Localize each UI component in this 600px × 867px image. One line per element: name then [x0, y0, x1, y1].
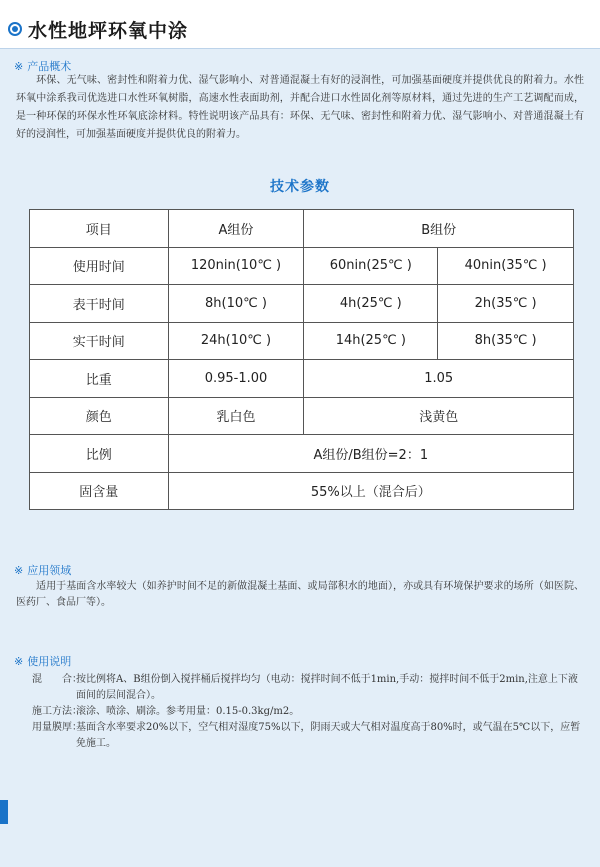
- cell-span: A组份/B组份=2：1: [168, 435, 573, 473]
- overview-heading: ※ 产品概术: [14, 60, 72, 73]
- header-cell-a: A组份: [168, 210, 304, 248]
- reference-mark-icon: ※: [14, 564, 24, 577]
- row-label: 使用时间: [30, 247, 169, 285]
- usage-text: [16, 672, 586, 752]
- usage-label: 用量膜厚：: [32, 722, 82, 733]
- cell-b: 浅黄色: [304, 397, 574, 435]
- cell-a: 8h(10℃ ): [168, 285, 304, 323]
- cell-a: 乳白色: [168, 397, 304, 435]
- table-row: [30, 322, 574, 360]
- cell-a: 24h(10℃ ): [168, 322, 304, 360]
- usage-film: 用量膜厚： 基面含水率要求20%以下，空气相对湿度75%以下，阴雨天或大气相对温度高于80%时，或气温在5℃以下，应暂免施工。: [32, 722, 581, 749]
- reference-mark-icon: ※: [14, 655, 24, 668]
- row-label: 比重: [30, 360, 169, 398]
- table-row: [30, 247, 574, 285]
- table-header-row: [30, 210, 574, 248]
- cell-b1: 4h(25℃ ): [304, 285, 438, 323]
- row-label: 颜色: [30, 397, 169, 435]
- header-cell-b: B组份: [304, 210, 574, 248]
- usage-heading: ※ 使用说明: [14, 655, 72, 668]
- row-label: 固含量: [30, 472, 169, 510]
- cell-span: 55%以上（混合后）: [168, 472, 573, 510]
- row-label: 比例: [30, 435, 169, 473]
- application-text: 适用于基面含水率较大（如养护时间不足的新做混凝土基面、或局部积水的地面），亦或具有环境保护要求的场所（如医院、医药厂、食品厂等）。: [16, 581, 584, 608]
- usage-method: 施工方法： 滚涂、喷涂、刷涂。参考用量：0.15-0.3kg/m2。: [16, 704, 586, 720]
- cell-a: 120nin(10℃ ): [168, 247, 304, 285]
- header-cell-item: 项目: [30, 210, 169, 248]
- table-row: [30, 360, 574, 398]
- reference-mark-icon: ※: [14, 60, 24, 73]
- usage-label: 施工方法：: [32, 706, 82, 717]
- usage-mix: 混 合： 按比例将A、B组份倒入搅拌桶后搅拌均匀（电动：搅拌时间不低于1min,手动：搅拌时间不低于2min,注意上下液面间的层间混合）。: [32, 674, 578, 701]
- cell-b1: 14h(25℃ ): [304, 322, 438, 360]
- table-row: [30, 435, 574, 473]
- table-row: [30, 472, 574, 510]
- tech-params-table: [29, 209, 574, 510]
- table-row: [30, 285, 574, 323]
- cell-b1: 60nin(25℃ ): [304, 247, 438, 285]
- title-bar: [0, 0, 600, 48]
- cell-b: 1.05: [304, 360, 574, 398]
- title-bullet-icon: [8, 22, 22, 36]
- page-side-tab: [0, 800, 8, 824]
- usage-label: 混 合：: [32, 674, 82, 685]
- overview-text: 环保、无气味、密封性和附着力优、湿气影响小、对普通混凝土有好的浸润性，可加强基面硬度并提供优良的附着力。水性环氧中涂系我司优选进口水性环氧树脂，高速水性表面助剂，并配合进口水性固化剂等原材料，通过先进的生产工艺调配而成，是一种环保的环保水性环氧底涂材料。特性说明该产品具有：环保、无气味、密封性和附着力优、湿气影响小、对普通混凝土有好的浸润性，可加强基面硬度并提供优良的附着力。: [16, 75, 584, 140]
- application-heading: ※ 应用领域: [14, 564, 72, 577]
- title-divider: [0, 48, 600, 49]
- row-label: 表干时间: [30, 285, 169, 323]
- cell-b2: 2h(35℃ ): [438, 285, 574, 323]
- cell-a: 0.95-1.00: [168, 360, 304, 398]
- row-label: 实干时间: [30, 322, 169, 360]
- cell-b2: 8h(35℃ ): [438, 322, 574, 360]
- table-row: [30, 397, 574, 435]
- page-title: 水性地坪环氧中涂: [28, 20, 189, 42]
- tech-params-title: 技术参数: [270, 179, 330, 195]
- cell-b2: 40nin(35℃ ): [438, 247, 574, 285]
